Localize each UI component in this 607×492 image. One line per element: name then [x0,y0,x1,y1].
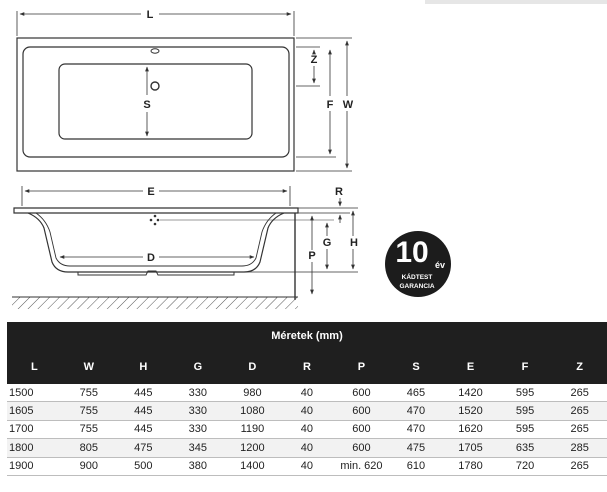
table-cell-h: 445 [116,420,171,438]
table-cell-r: 40 [280,384,335,402]
column-header-s: S [389,350,444,384]
table-cell-p: 600 [334,439,389,457]
table-cell-h: 445 [116,402,171,420]
table-cell-s: 610 [389,457,444,475]
badge-line1: KÁDTEST [401,274,433,281]
table-cell-r: 40 [280,402,335,420]
table-cell-l: 1800 [7,439,62,457]
table-cell-z: 265 [552,457,607,475]
table-body [7,384,607,475]
column-header-l: L [7,350,62,384]
column-header-g: G [171,350,226,384]
table-cell-w: 755 [62,384,117,402]
label-H: H [350,237,358,249]
floor-hatch [12,297,298,309]
top-view [17,9,354,171]
table-row [7,402,607,420]
table-cell-p: 600 [334,402,389,420]
table-cell-d: 980 [225,384,280,402]
table-cell-w: 900 [62,457,117,475]
label-R: R [335,186,343,198]
table-cell-r: 40 [280,457,335,475]
column-header-d: D [225,350,280,384]
drain-icon [151,82,159,90]
table-cell-h: 475 [116,439,171,457]
table-cell-z: 285 [552,439,607,457]
column-header-h: H [116,350,171,384]
table-cell-f: 720 [498,457,553,475]
column-header-f: F [498,350,553,384]
dimensions-table [7,322,607,476]
table-cell-w: 755 [62,402,117,420]
column-header-r: R [280,350,335,384]
table-row [7,457,607,475]
table-cell-l: 1500 [7,384,62,402]
table-cell-l: 1900 [7,457,62,475]
column-header-z: Z [552,350,607,384]
table-cell-p: 600 [334,384,389,402]
label-P: P [308,250,316,262]
table-cell-h: 500 [116,457,171,475]
table-cell-g: 330 [171,384,226,402]
table-cell-h: 445 [116,384,171,402]
column-header-e: E [443,350,498,384]
badge-number: 10 [395,236,429,269]
table-cell-e: 1705 [443,439,498,457]
table-row [7,384,607,402]
label-W: W [342,99,354,111]
table-cell-r: 40 [280,439,335,457]
table-cell-d: 1080 [225,402,280,420]
table-cell-z: 265 [552,420,607,438]
table-cell-s: 465 [389,384,444,402]
table-cell-d: 1190 [225,420,280,438]
label-Z: Z [310,54,318,66]
column-header-w: W [62,350,117,384]
table-cell-p: 600 [334,420,389,438]
overflow-icon [151,49,159,53]
table-cell-f: 635 [498,439,553,457]
label-D: D [147,252,155,264]
table-cell-g: 330 [171,402,226,420]
table-cell-e: 1620 [443,420,498,438]
overflow-symbol [150,219,153,222]
label-S: S [143,99,151,111]
table-row [7,439,607,457]
table-cell-f: 595 [498,402,553,420]
tub-side-rim [14,208,298,213]
badge-unit: év [434,260,446,270]
table-cell-e: 1420 [443,384,498,402]
label-G: G [322,237,332,249]
table-cell-p: min. 620 [334,457,389,475]
table-cell-g: 380 [171,457,226,475]
table-cell-z: 265 [552,402,607,420]
label-L: L [146,9,154,21]
table-cell-e: 1780 [443,457,498,475]
label-F: F [326,99,334,111]
table-cell-d: 1400 [225,457,280,475]
table-row [7,420,607,438]
table-cell-l: 1700 [7,420,62,438]
table-cell-l: 1605 [7,402,62,420]
side-view [12,186,358,309]
table-cell-s: 475 [389,439,444,457]
warranty-badge [385,231,451,297]
table-cell-g: 345 [171,439,226,457]
table-cell-s: 470 [389,420,444,438]
tub-basin [59,64,252,139]
table-cell-w: 755 [62,420,117,438]
table-cell-w: 805 [62,439,117,457]
label-E: E [147,186,155,198]
table-cell-f: 595 [498,420,553,438]
table-cell-s: 470 [389,402,444,420]
column-header-p: P [334,350,389,384]
table-cell-z: 265 [552,384,607,402]
table-header-row [7,350,607,384]
table-title: Méretek (mm) [7,322,607,350]
table-cell-f: 595 [498,384,553,402]
tub-side-body [28,213,284,272]
table-cell-e: 1520 [443,402,498,420]
badge-line2: GARANCIA [399,283,435,290]
table-cell-r: 40 [280,420,335,438]
table-cell-d: 1200 [225,439,280,457]
table-cell-g: 330 [171,420,226,438]
